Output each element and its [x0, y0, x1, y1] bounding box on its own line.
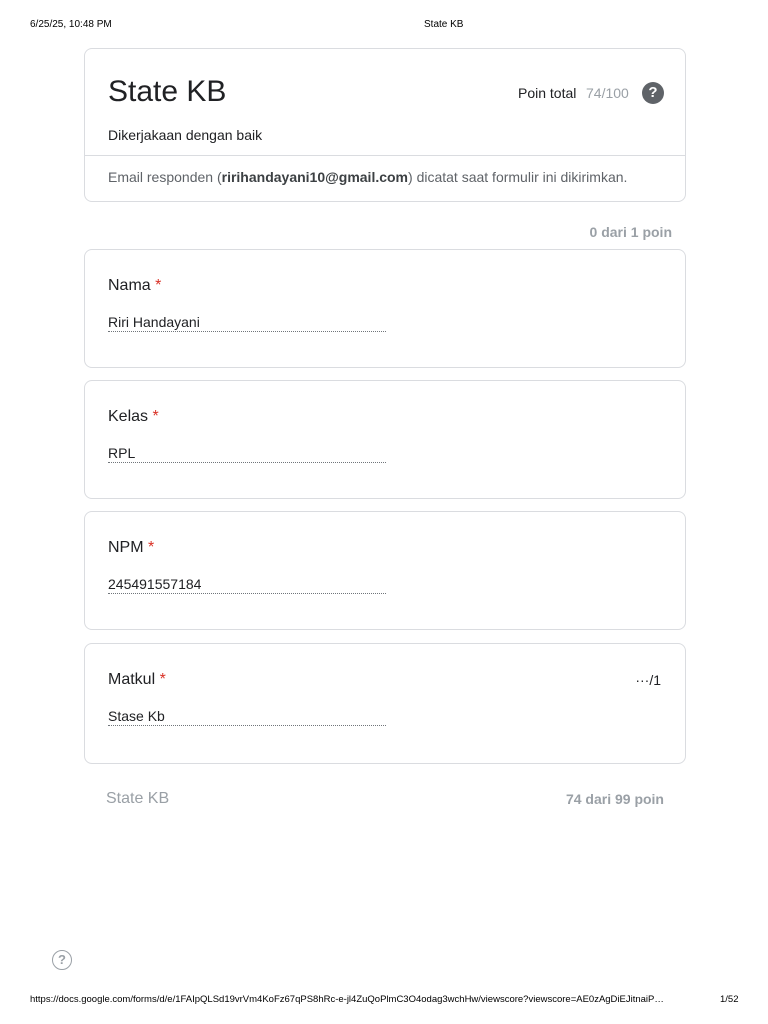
respondent-email-notice: [108, 169, 627, 185]
question-card-kelas: [84, 380, 686, 499]
question-card-matkul: [84, 643, 686, 764]
print-url: https://docs.google.com/forms/d/e/1FAIpQLSd19vrVm4KoFz67qPS8hRc-e-jl4ZuQoPlmC3O4odag3wchHw/viewscore?viewscore=AE0zAgDiEJitnaiP…: [30, 994, 664, 1005]
answer-text: RPL: [108, 445, 136, 461]
print-title: State KB: [424, 19, 464, 30]
question-card-nama: [84, 249, 686, 368]
question-label: [108, 408, 159, 426]
footer-score: 74 dari 99 poin: [565, 791, 664, 807]
section-score: 0 dari 1 poin: [589, 224, 672, 240]
help-icon[interactable]: ?: [642, 82, 664, 104]
answer-text: Stase Kb: [108, 708, 165, 724]
question-label: [108, 671, 166, 689]
total-points-value: 74/100: [586, 85, 629, 101]
question-title: Matkul: [108, 671, 156, 688]
question-label: [108, 539, 154, 557]
answer-text: Riri Handayani: [108, 314, 200, 330]
print-page-number: 1/52: [720, 994, 739, 1005]
question-title: NPM: [108, 539, 144, 556]
question-points: ···/1: [635, 672, 661, 688]
required-mark: *: [155, 277, 162, 294]
form-title: State KB: [108, 75, 227, 108]
answer-text: 245491557184: [108, 576, 202, 592]
answer-underline: [108, 462, 386, 463]
required-mark: *: [159, 671, 166, 688]
help-circle-icon[interactable]: ?: [52, 950, 72, 970]
required-mark: *: [152, 408, 159, 425]
form-header-card: [84, 48, 686, 202]
email-suffix: ) dicatat saat formulir ini dikirimkan.: [408, 169, 628, 185]
required-mark: *: [148, 539, 155, 556]
header-divider: [85, 155, 685, 156]
respondent-email: ririhandayani10@gmail.com: [221, 169, 409, 185]
question-title: Nama: [108, 277, 151, 294]
total-points-label: Poin total: [518, 85, 577, 101]
question-label: [108, 277, 161, 295]
answer-underline: [108, 593, 386, 594]
email-prefix: Email responden (: [108, 169, 222, 185]
answer-underline: [108, 725, 386, 726]
form-description: Dikerjakaan dengan baik: [108, 127, 263, 143]
answer-underline: [108, 331, 386, 332]
print-datetime: 6/25/25, 10:48 PM: [30, 19, 112, 30]
question-card-npm: [84, 511, 686, 630]
footer-form-title: State KB: [106, 790, 170, 807]
question-title: Kelas: [108, 408, 149, 425]
